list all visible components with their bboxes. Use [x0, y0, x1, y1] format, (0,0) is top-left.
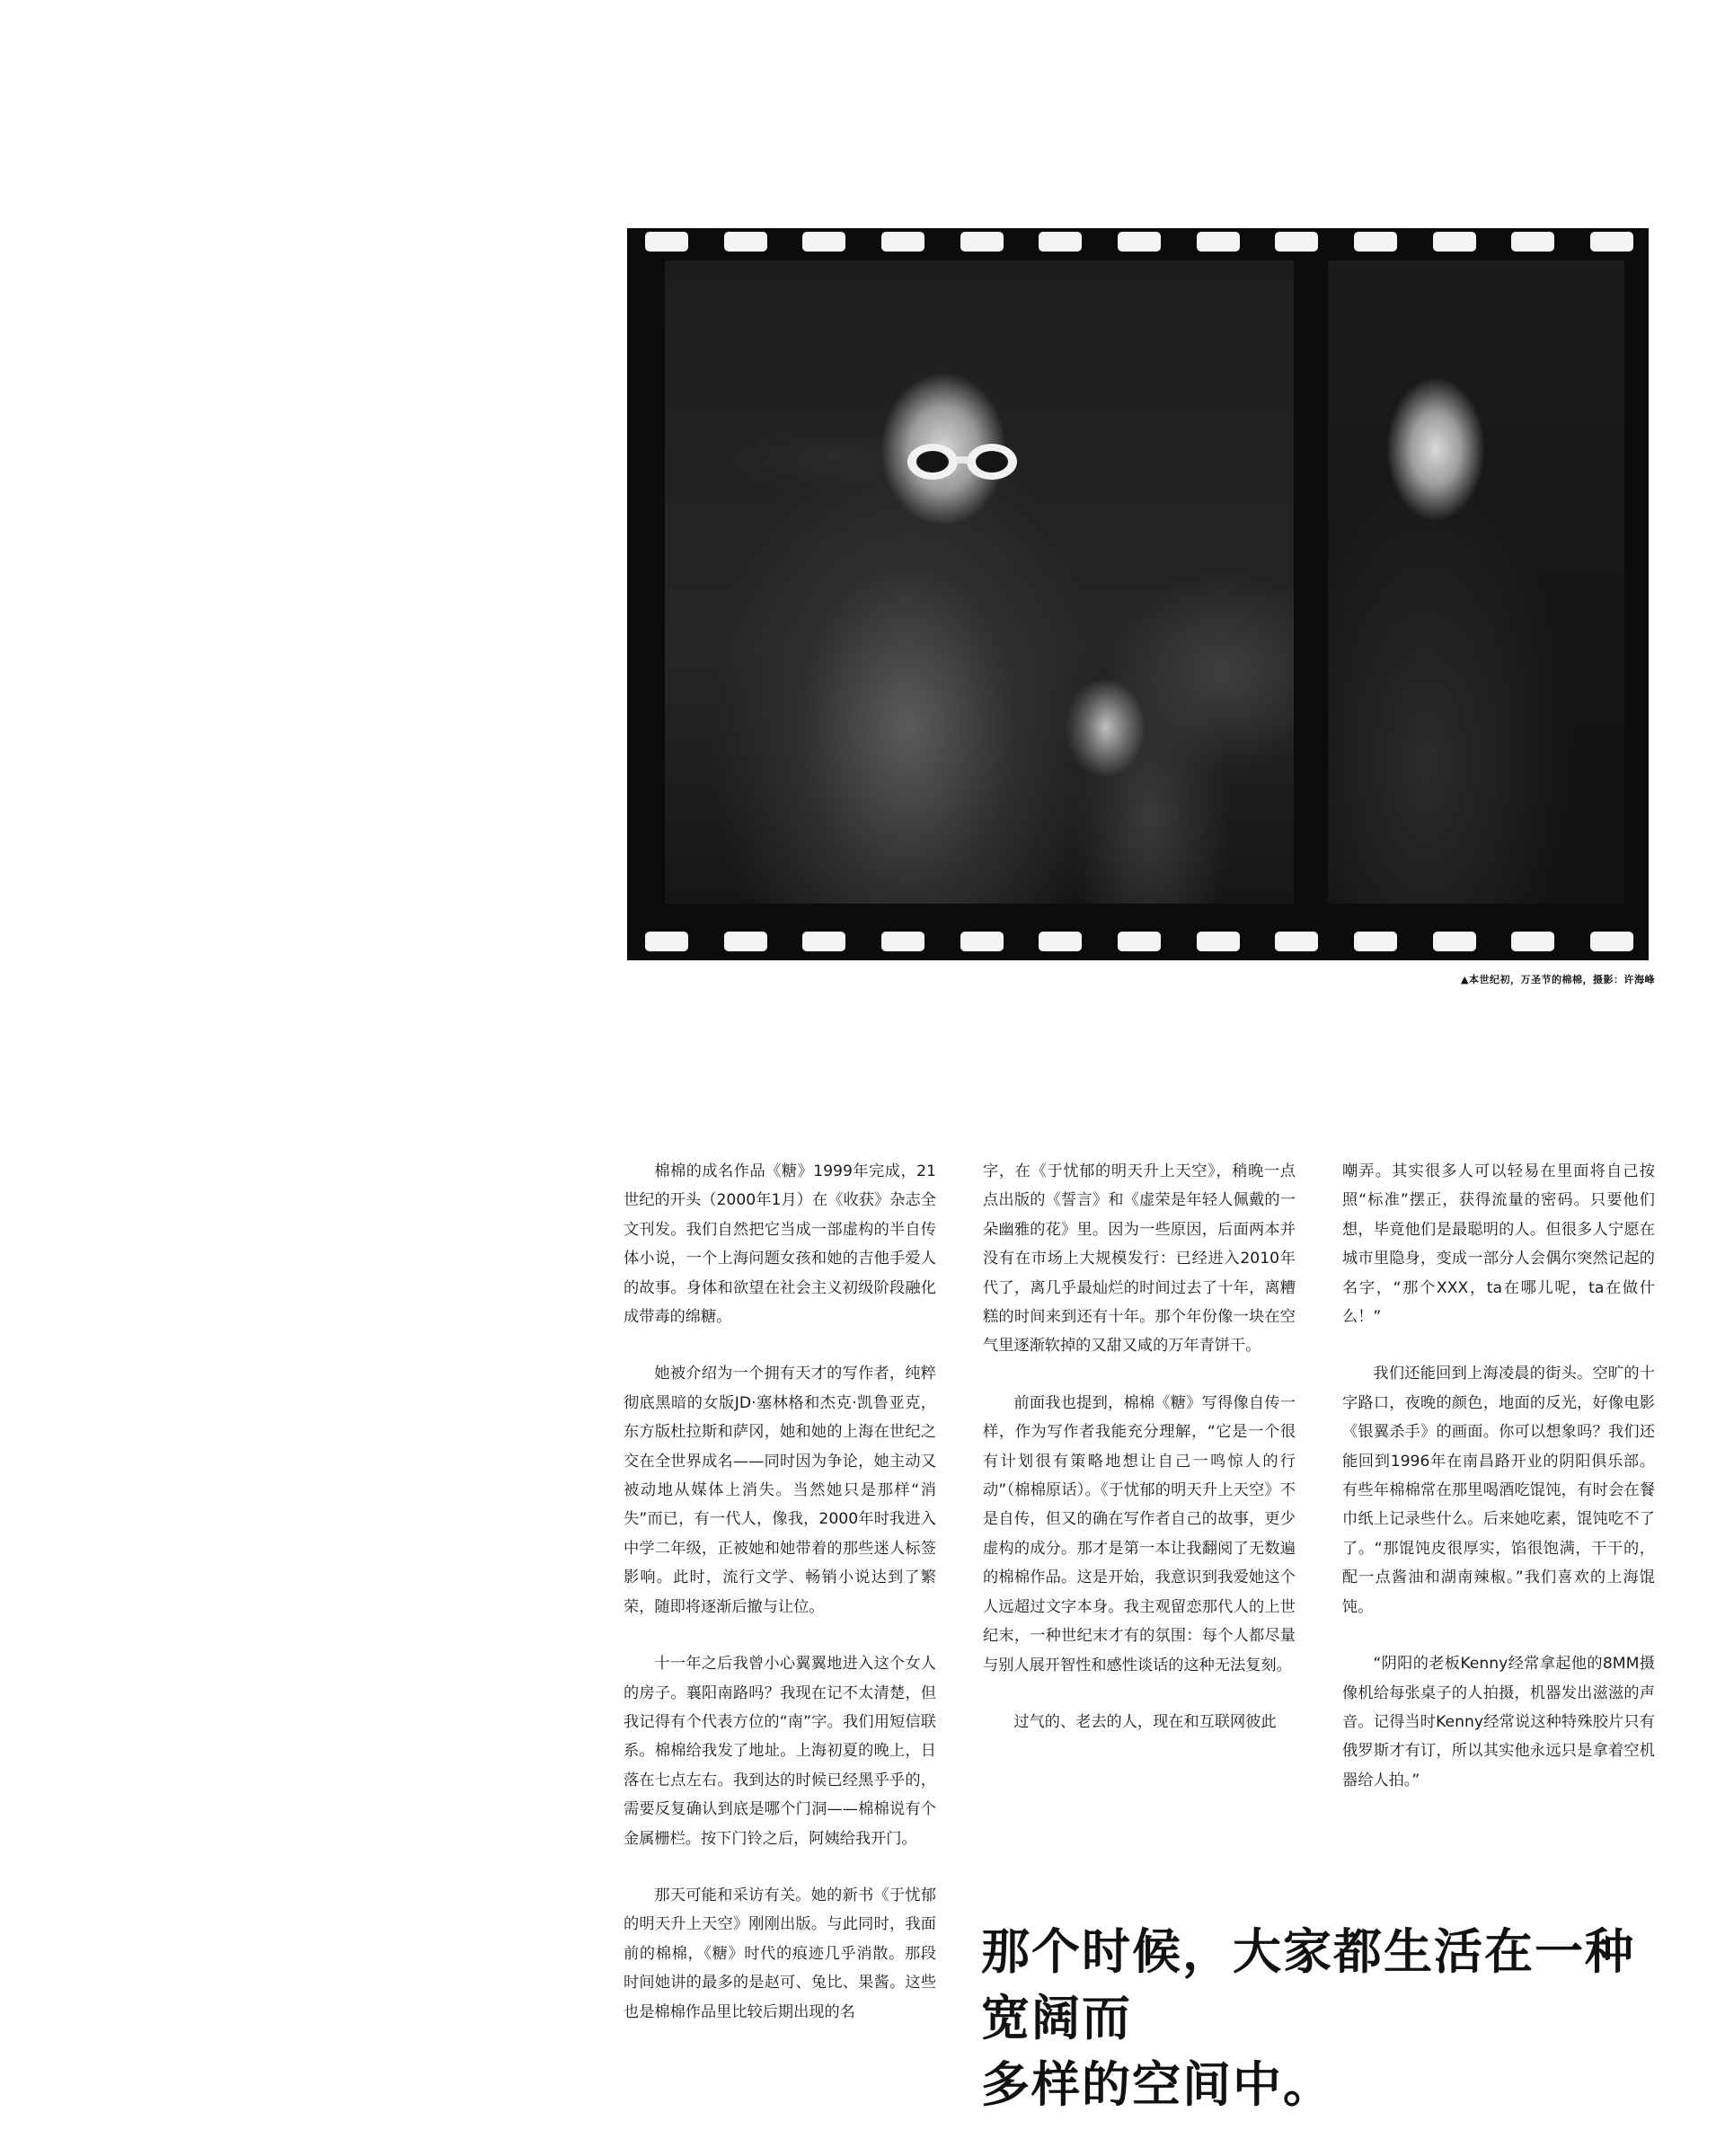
paragraph: “阴阳的老板Kenny经常拿起他的8MM摄像机给每张桌子的人拍摄，机器发出滋滋的声音。记得当时Kenny经常说这种特殊胶片只有俄罗斯才有订，所以其实他永远只是拿着空机器给人拍。”: [1342, 1655, 1655, 1789]
photo-caption: ▲本世纪初，万圣节的棉棉，摄影：许海峰: [1461, 974, 1655, 985]
paragraph: 十一年之后我曾小心翼翼地进入这个女人的房子。襄阳南路吗？我现在记不太清楚，但我记得有个代表方位的“南”字。我们用短信联系。棉棉给我发了地址。上海初夏的晚上，日落在七点左右。我到达的时候已经黑乎乎的，需要反复确认到底是哪个门洞——棉棉说有个金属栅栏。按下门铃之后，阿姨给我开门。: [624, 1655, 936, 1848]
paragraph: 那天可能和采访有关。她的新书《于忧郁的明天升上天空》刚刚出版。与此同时，我面前的棉棉，《糖》时代的痕迹几乎消散。那段时间她讲的最多的是赵可、兔比、果酱。这些也是棉棉作品里比较后期出现的名: [624, 1886, 936, 2021]
film-sprocket-holes-bottom: [645, 932, 1633, 955]
sunglasses-icon: [904, 438, 1021, 485]
film-frame-dancing-woman: [665, 261, 1294, 904]
paragraph: 棉棉的成名作品《糖》1999年完成，21世纪的开头（2000年1月）在《收获》杂志全文刊发。我们自然把它当成一部虚构的半自传体小说，一个上海问题女孩和她的吉他手爱人的故事。身体和欲望在社会主义初级阶段融化成带毒的绵糖。: [624, 1162, 936, 1327]
film-frame-woman-looking-up: [1328, 261, 1624, 904]
pull-quote-line-2: 多样的空间中。: [981, 2056, 1333, 2113]
text-column-3: [1342, 1157, 1655, 1823]
text-column-1: [624, 1157, 936, 2054]
paragraph: 我们还能回到上海凌晨的街头。空旷的十字路口，夜晚的颜色，地面的反光，好像电影《银翼杀手》的画面。你可以想象吗？我们还能回到1996年在南昌路开业的阴阳俱乐部。有些年棉棉常在那里喝酒吃馄饨，有时会在餐巾纸上记录些什么。后来她吃素，馄饨吃不了了。“那馄饨皮很厚实，馅很饱满，干干的，配一点酱油和湖南辣椒。”我们喜欢的上海馄饨。: [1342, 1365, 1655, 1616]
paragraph: 她被介绍为一个拥有天才的写作者，纯粹彻底黑暗的女版JD·塞林格和杰克·凯鲁亚克，东方版杜拉斯和萨冈，她和她的上海在世纪之交在全世界成名——同时因为争论，她主动又被动地从媒体上消失。当然她只是那样“消失”而已，有一代人，像我，2000年时我进入中学二年级，正被她和她带着的那些迷人标签影响。此时，流行文学、畅销小说达到了繁荣，随即将逐渐后撤与让位。: [624, 1365, 936, 1616]
text-column-2: [983, 1157, 1296, 1764]
pull-quote: [981, 1919, 1664, 2118]
paragraph: 字，在《于忧郁的明天升上天空》，稍晚一点点出版的《誓言》和《虚荣是年轻人佩戴的一朵幽雅的花》里。因为一些原因，后面两本并没有在市场上大规模发行：已经进入2010年代了，离几乎最灿烂的时间过去了十年，离糟糕的时间来到还有十年。那个年份像一块在空气里逐渐软掉的又甜又咸的万年青饼干。: [983, 1162, 1296, 1356]
halloween-photo: [627, 228, 1649, 960]
pull-quote-line-1: 那个时候，大家都生活在一种宽阔而: [981, 1923, 1635, 2046]
paragraph: 过气的、老去的人，现在和互联网彼此: [1013, 1712, 1277, 1731]
film-sprocket-holes-top: [645, 232, 1633, 255]
paragraph: 前面我也提到，棉棉《糖》写得像自传一样，作为写作者我能充分理解，“它是一个很有计划很有策略地想让自己一鸣惊人的行动”（棉棉原话）。《于忧郁的明天升上天空》不是自传，但又的确在写作者自己的故事，更少虚构的成分。那才是第一本让我翻阅了无数遍的棉棉作品。这是开始，我意识到我爱她这个人远超过文字本身。我主观留恋那代人的上世纪末，一种世纪末才有的氛围：每个人都尽量与别人展开智性和感性谈话的这种无法复刻。: [983, 1393, 1296, 1674]
paragraph: 嘲弄。其实很多人可以轻易在里面将自己按照“标准”摆正，获得流量的密码。只要他们想，毕竟他们是最聪明的人。但很多人宁愿在城市里隐身，变成一部分人会偶尔突然记起的名字，“那个XXX，ta在哪儿呢，ta在做什么！”: [1342, 1162, 1655, 1327]
